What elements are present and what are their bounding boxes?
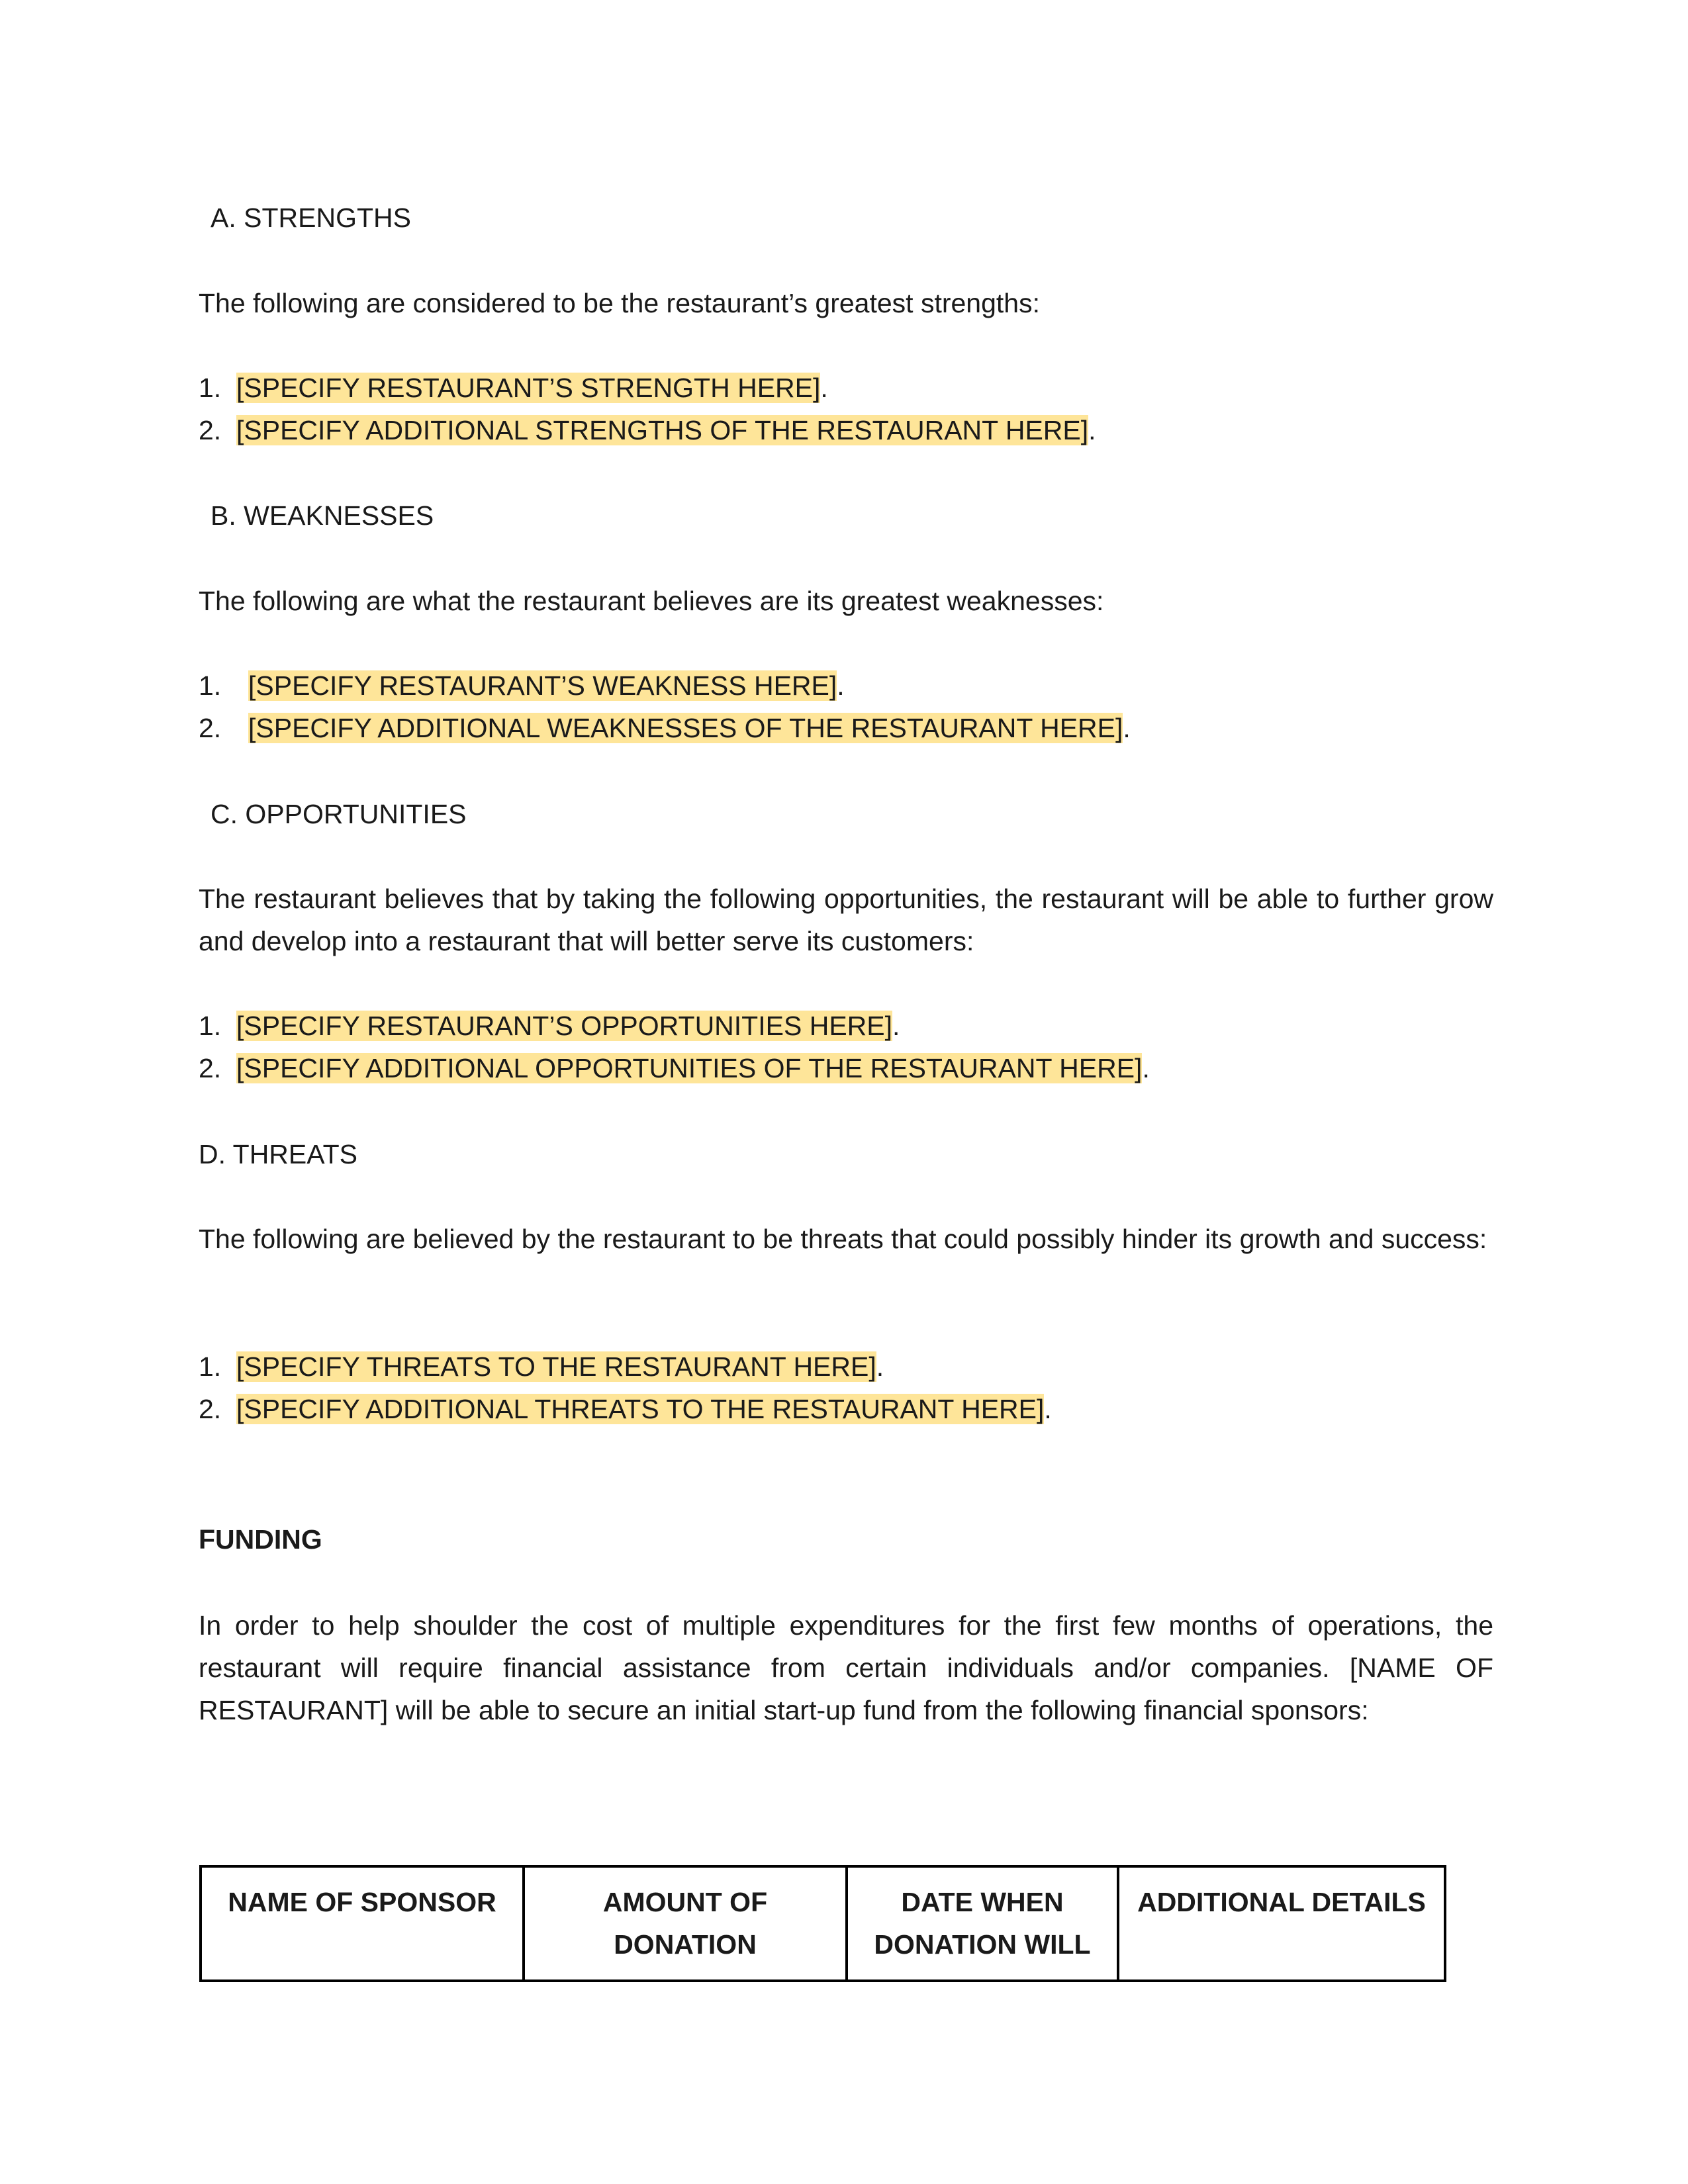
list-number: 1. bbox=[199, 373, 222, 403]
weaknesses-intro: The following are what the restaurant believes are its greatest weaknesses: bbox=[199, 586, 1104, 616]
list-punctuation: . bbox=[820, 373, 828, 403]
placeholder-text: [SPECIFY RESTAURANT’S STRENGTH HERE] bbox=[236, 373, 821, 403]
placeholder-text: [SPECIFY THREATS TO THE RESTAURANT HERE] bbox=[236, 1351, 876, 1382]
list-punctuation: . bbox=[1044, 1394, 1052, 1424]
placeholder-text: [SPECIFY RESTAURANT’S OPPORTUNITIES HERE] bbox=[236, 1011, 893, 1041]
header-amount-of-donation: AMOUNT OF DONATION bbox=[524, 1866, 847, 1981]
strengths-heading: A. STRENGTHS bbox=[211, 203, 411, 233]
list-number: 1. bbox=[199, 670, 222, 701]
funding-heading: FUNDING bbox=[199, 1524, 322, 1555]
strengths-intro: The following are considered to be the restaurant’s greatest strengths: bbox=[199, 288, 1040, 318]
funding-paragraph: In order to help shoulder the cost of multiple expenditures for the first few months of operations, the restaurant will require financial assistance from certain individuals and/or companies. [NAME OF RESTAURANT] will be able to secure an initial start-up fund from the following financial sponsors: bbox=[199, 1610, 1493, 1725]
list-punctuation: . bbox=[837, 670, 845, 701]
list-punctuation: . bbox=[1142, 1053, 1150, 1083]
threats-heading: D. THREATS bbox=[199, 1139, 357, 1169]
list-punctuation: . bbox=[1123, 713, 1131, 743]
threats-intro: The following are believed by the restaurant to be threats that could possibly hinder its growth and success: bbox=[199, 1224, 1487, 1254]
placeholder-text: [SPECIFY RESTAURANT’S WEAKNESS HERE] bbox=[248, 670, 837, 701]
placeholder-text: [SPECIFY ADDITIONAL STRENGTHS OF THE RESTAURANT HERE] bbox=[236, 415, 1089, 445]
threat-item-1 bbox=[199, 1345, 884, 1388]
placeholder-text: [SPECIFY ADDITIONAL OPPORTUNITIES OF THE RESTAURANT HERE] bbox=[236, 1053, 1143, 1083]
list-punctuation: . bbox=[876, 1351, 884, 1382]
opportunity-item-1 bbox=[199, 1005, 900, 1047]
list-number: 2. bbox=[199, 1394, 222, 1424]
opportunities-intro: The restaurant believes that by taking the following opportunities, the restaurant will be able to further grow and develop into a restaurant that will better serve its customers: bbox=[199, 884, 1493, 956]
header-date-when-donation-will: DATE WHEN DONATION WILL bbox=[847, 1866, 1118, 1981]
sponsors-table bbox=[199, 1865, 1446, 1982]
header-additional-details: ADDITIONAL DETAILS bbox=[1118, 1866, 1445, 1981]
weakness-item-1 bbox=[199, 664, 845, 707]
weaknesses-heading: B. WEAKNESSES bbox=[211, 500, 434, 531]
list-number: 1. bbox=[199, 1011, 222, 1041]
table-header-row bbox=[201, 1866, 1445, 1981]
list-number: 2. bbox=[199, 713, 222, 743]
list-number: 1. bbox=[199, 1351, 222, 1382]
weakness-item-2 bbox=[199, 707, 1131, 749]
placeholder-text: [SPECIFY ADDITIONAL THREATS TO THE RESTAURANT HERE] bbox=[236, 1394, 1045, 1424]
threat-item-2 bbox=[199, 1388, 1052, 1430]
list-number: 2. bbox=[199, 1053, 222, 1083]
list-punctuation: . bbox=[1088, 415, 1096, 445]
opportunity-item-2 bbox=[199, 1047, 1150, 1089]
header-name-of-sponsor: NAME OF SPONSOR bbox=[201, 1866, 524, 1981]
list-punctuation: . bbox=[892, 1011, 900, 1041]
strength-item-1 bbox=[199, 367, 828, 409]
list-number: 2. bbox=[199, 415, 222, 445]
placeholder-text: [SPECIFY ADDITIONAL WEAKNESSES OF THE RESTAURANT HERE] bbox=[248, 713, 1123, 743]
strength-item-2 bbox=[199, 409, 1096, 451]
opportunities-heading: C. OPPORTUNITIES bbox=[211, 799, 467, 829]
